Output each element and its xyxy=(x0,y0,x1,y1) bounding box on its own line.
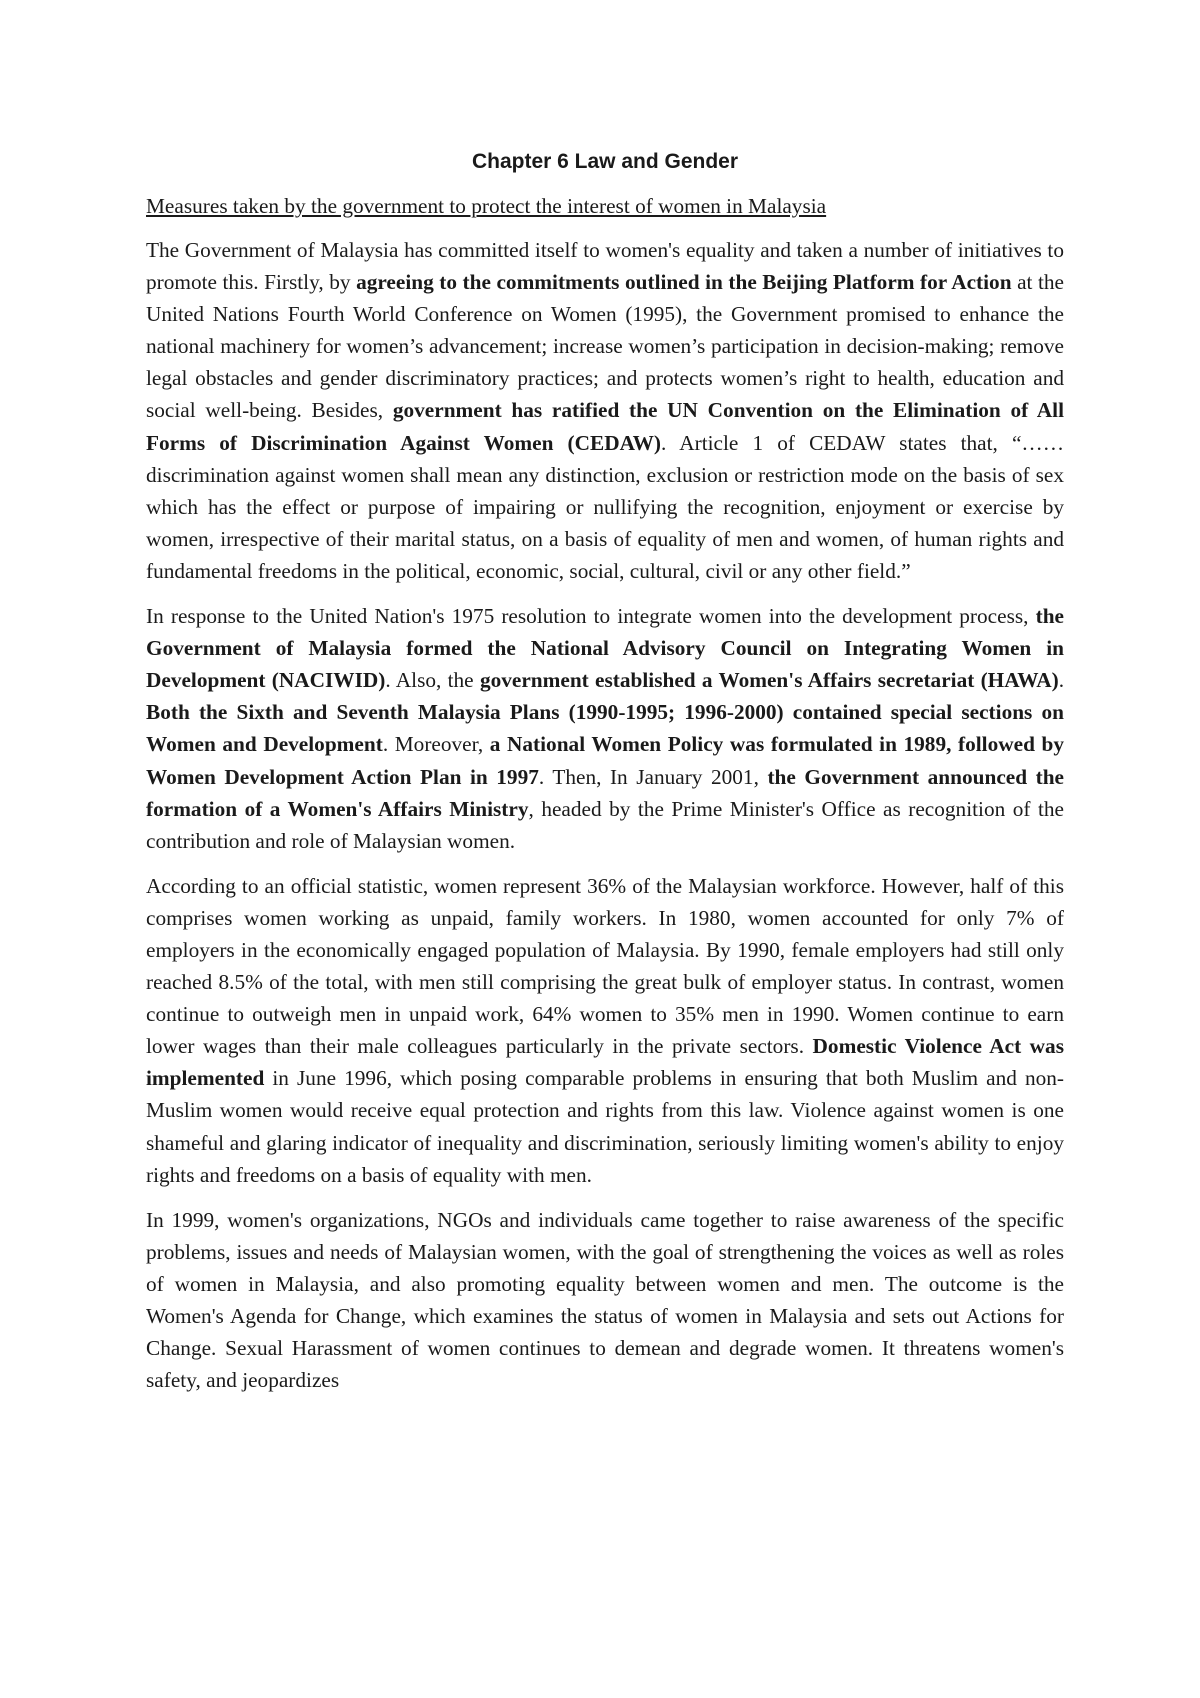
bold-run: Domestic Violence Act was implemented xyxy=(146,1034,1064,1091)
chapter-title: Chapter 6 Law and Gender xyxy=(471,150,739,173)
text-run: . Also, the xyxy=(385,668,480,693)
text-run: . Article 1 of CEDAW states that, “……discrimination against women shall mean any distinction, exclusion or restriction mode on the basis of sex which has the effect or purpose of impairing or nullifying the recognition, enjoyment or exercise by women, irrespective of their marital status, on a basis of equality of men and women, of human rights and fundamental freedoms in the political, economic, social, cultural, civil or any other field.” xyxy=(146,430,1064,583)
text-run: In response to the United Nation's 1975 resolution to integrate women into the development process, xyxy=(146,604,1036,629)
bold-run: the Government announced the formation of a Women's Affairs Ministry xyxy=(146,764,1064,821)
bold-run: a National Women Policy was formulated in 1989, followed by Women Development Action Plan in 1997 xyxy=(146,732,1065,789)
paragraph xyxy=(146,234,1064,587)
bold-run: government has ratified the UN Convention on the Elimination of All Forms of Discrimination Against Women (CEDAW) xyxy=(146,398,1064,455)
bold-run: agreeing to the commitments outlined in the Beijing Platform for Action xyxy=(356,270,1012,295)
document-page xyxy=(146,148,1064,1409)
text-run: In 1999, women's organizations, NGOs and individuals came together to raise awareness of the specific problems, issues and needs of Malaysian women, with the goal of strengthening the voices as well as roles of women in Malaysia, and also promoting equality between women and men. The outcome is the Women's Agenda for Change, which examines the status of women in Malaysia and sets out Actions for Change. Sexual Harassment of women continues to demean and degrade women. It threatens women's safety, and jeopardizes xyxy=(146,1207,1064,1393)
bold-run: government established a Women's Affairs secretariat (HAWA) xyxy=(479,668,1059,693)
paragraph xyxy=(146,1204,1064,1397)
bold-run: the Government of Malaysia formed the National Advisory Council on Integrating Women in Development (NACIWID) xyxy=(146,604,1064,693)
text-run: in June 1996, which posing comparable problems in ensuring that both Muslim and non-Muslim women would receive equal protection and rights from this law. Violence against women is one shameful and glaring indicator of inequality and discrimination, seriously limiting women's ability to enjoy rights and freedoms on a basis of equality with men. xyxy=(146,1066,1064,1187)
text-run: . Then, In January 2001, xyxy=(538,764,768,789)
text-run: at the United Nations Fourth World Conference on Women (1995), the Government promised to enhance the national machinery for women’s advancement; increase women’s participation in decision-making; remove legal obstacles and gender discriminatory practices; and protects women’s right to health, education and social well-being. Besides, xyxy=(146,270,1064,423)
text-run: According to an official statistic, women represent 36% of the Malaysian workforce. However, half of this comprises women working as unpaid, family workers. In 1980, women accounted for only 7% of employers in the economically engaged population of Malaysia. By 1990, female employers had still only reached 8.5% of the total, with men still comprising the great bulk of employer status. In contrast, women continue to outweigh men in unpaid work, 64% women to 35% men in 1990. Women continue to earn lower wages than their male colleagues particularly in the private sectors. xyxy=(146,873,1064,1059)
text-run: . xyxy=(1058,668,1065,693)
bold-run: Both the Sixth and Seventh Malaysia Plans (1990-1995; 1996-2000) contained special sections on Women and Development xyxy=(146,700,1064,757)
section-subtitle: Measures taken by the government to protect the interest of women in Malaysia xyxy=(146,194,827,218)
text-run: The Government of Malaysia has committed itself to women's equality and taken a number of initiatives to promote this. Firstly, by xyxy=(146,238,1064,295)
paragraph xyxy=(146,600,1064,857)
text-run: , headed by the Prime Minister's Office as recognition of the contribution and role of Malaysian women. xyxy=(146,796,1064,853)
paragraph xyxy=(146,870,1064,1191)
text-run: . Moreover, xyxy=(382,732,490,757)
